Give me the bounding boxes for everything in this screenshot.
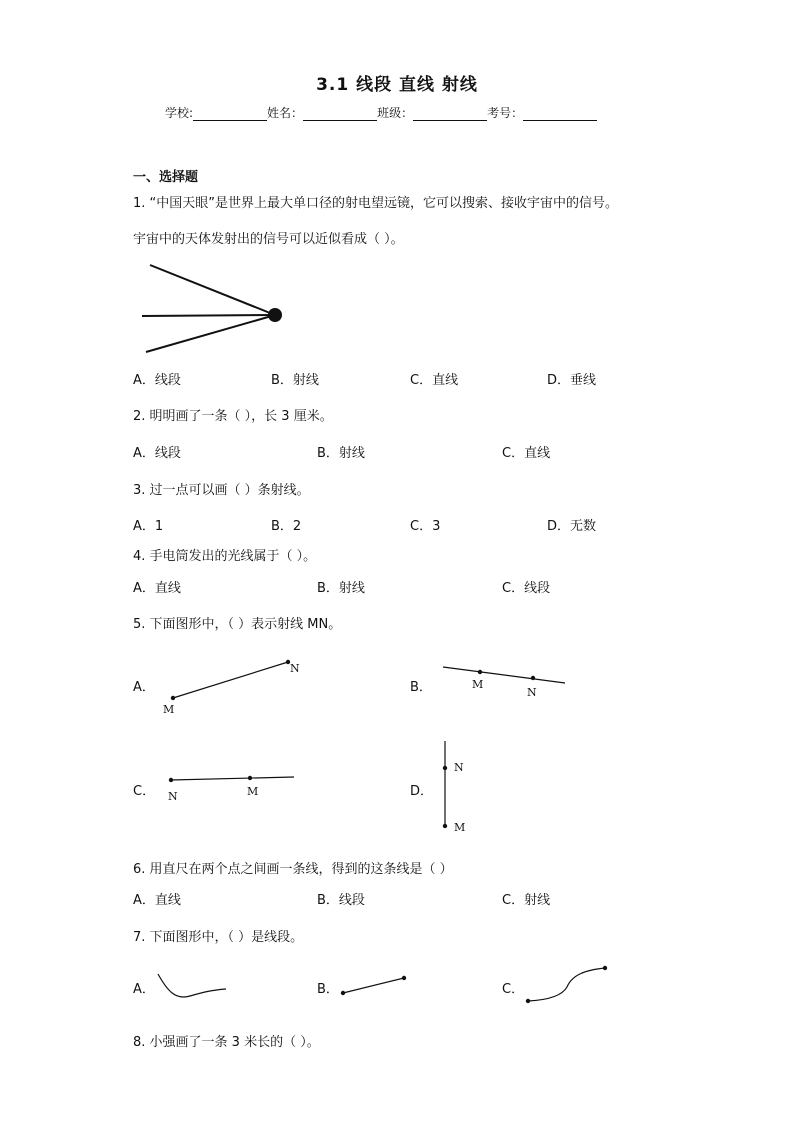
q6-option-b[interactable]: B．线段 bbox=[317, 893, 365, 908]
q5a-label-m: M bbox=[163, 703, 175, 716]
q7-option-b[interactable]: B． bbox=[317, 982, 339, 997]
q1-option-a[interactable]: A．线段 bbox=[133, 373, 181, 388]
q5-option-c[interactable]: C． bbox=[133, 784, 156, 799]
exam-number-label: 考号： bbox=[487, 106, 524, 120]
name-label: 姓名： bbox=[267, 106, 304, 120]
q4-option-a[interactable]: A．直线 bbox=[133, 581, 181, 596]
question-2-text: 2. 明明画了一条（ ），长 3 厘米。 bbox=[133, 409, 333, 424]
q5-option-b[interactable]: B． bbox=[410, 680, 432, 695]
question-3-text: 3. 过一点可以画（ ）条射线。 bbox=[133, 483, 310, 498]
q5d-label-n: N bbox=[454, 761, 464, 774]
q6-option-a[interactable]: A．直线 bbox=[133, 893, 181, 908]
question-8-text: 8. 小强画了一条 3 米长的（ ）。 bbox=[133, 1035, 320, 1050]
q4-option-b[interactable]: B．射线 bbox=[317, 581, 365, 596]
question-1-text: 1. “中国天眼”是世界上最大单口径的射电望远镜，它可以搜索、接收宇宙中的信号。 bbox=[133, 196, 619, 211]
q7-option-a[interactable]: A． bbox=[133, 982, 155, 997]
question-4-text: 4. 手电筒发出的光线属于（ ）。 bbox=[133, 549, 317, 564]
q5c-label-m: M bbox=[247, 785, 259, 798]
q3-option-b[interactable]: B．2 bbox=[271, 519, 302, 534]
q5d-label-m: M bbox=[454, 821, 466, 834]
q1-option-b[interactable]: B．射线 bbox=[271, 373, 319, 388]
q1-option-d[interactable]: D．垂线 bbox=[547, 373, 597, 388]
q5c-label-n: N bbox=[168, 790, 178, 803]
q2-option-a[interactable]: A．线段 bbox=[133, 446, 181, 461]
q5-option-d[interactable]: D． bbox=[410, 784, 434, 799]
q1-option-c[interactable]: C．直线 bbox=[410, 373, 459, 388]
q2-option-c[interactable]: C．直线 bbox=[502, 446, 551, 461]
class-label: 班级： bbox=[377, 106, 414, 120]
q7-option-c[interactable]: C． bbox=[502, 982, 525, 997]
q5a-label-n: N bbox=[290, 662, 300, 675]
q3-option-d[interactable]: D．无数 bbox=[547, 519, 597, 534]
question-7-text: 7. 下面图形中，（ ）是线段。 bbox=[133, 930, 304, 945]
q5b-label-m: M bbox=[472, 678, 484, 691]
q2-option-b[interactable]: B．射线 bbox=[317, 446, 365, 461]
q3-option-a[interactable]: A．1 bbox=[133, 519, 164, 534]
q5b-label-n: N bbox=[527, 686, 537, 699]
q5-option-a[interactable]: A． bbox=[133, 680, 155, 695]
q3-option-c[interactable]: C．3 bbox=[410, 519, 441, 534]
q4-option-c[interactable]: C．线段 bbox=[502, 581, 551, 596]
q6-option-c[interactable]: C．射线 bbox=[502, 893, 551, 908]
section-title: 一、选择题 bbox=[133, 170, 199, 185]
school-label: 学校: bbox=[165, 106, 194, 120]
question-1-text-2: 宇宙中的天体发射出的信号可以近似看成（ ）。 bbox=[133, 232, 404, 247]
question-5-text: 5. 下面图形中，（ ）表示射线 MN。 bbox=[133, 617, 342, 632]
page-title: 3.1 线段 直线 射线 bbox=[316, 75, 478, 95]
question-6-text: 6. 用直尺在两个点之间画一条线，得到的这条线是（ ） bbox=[133, 862, 453, 877]
